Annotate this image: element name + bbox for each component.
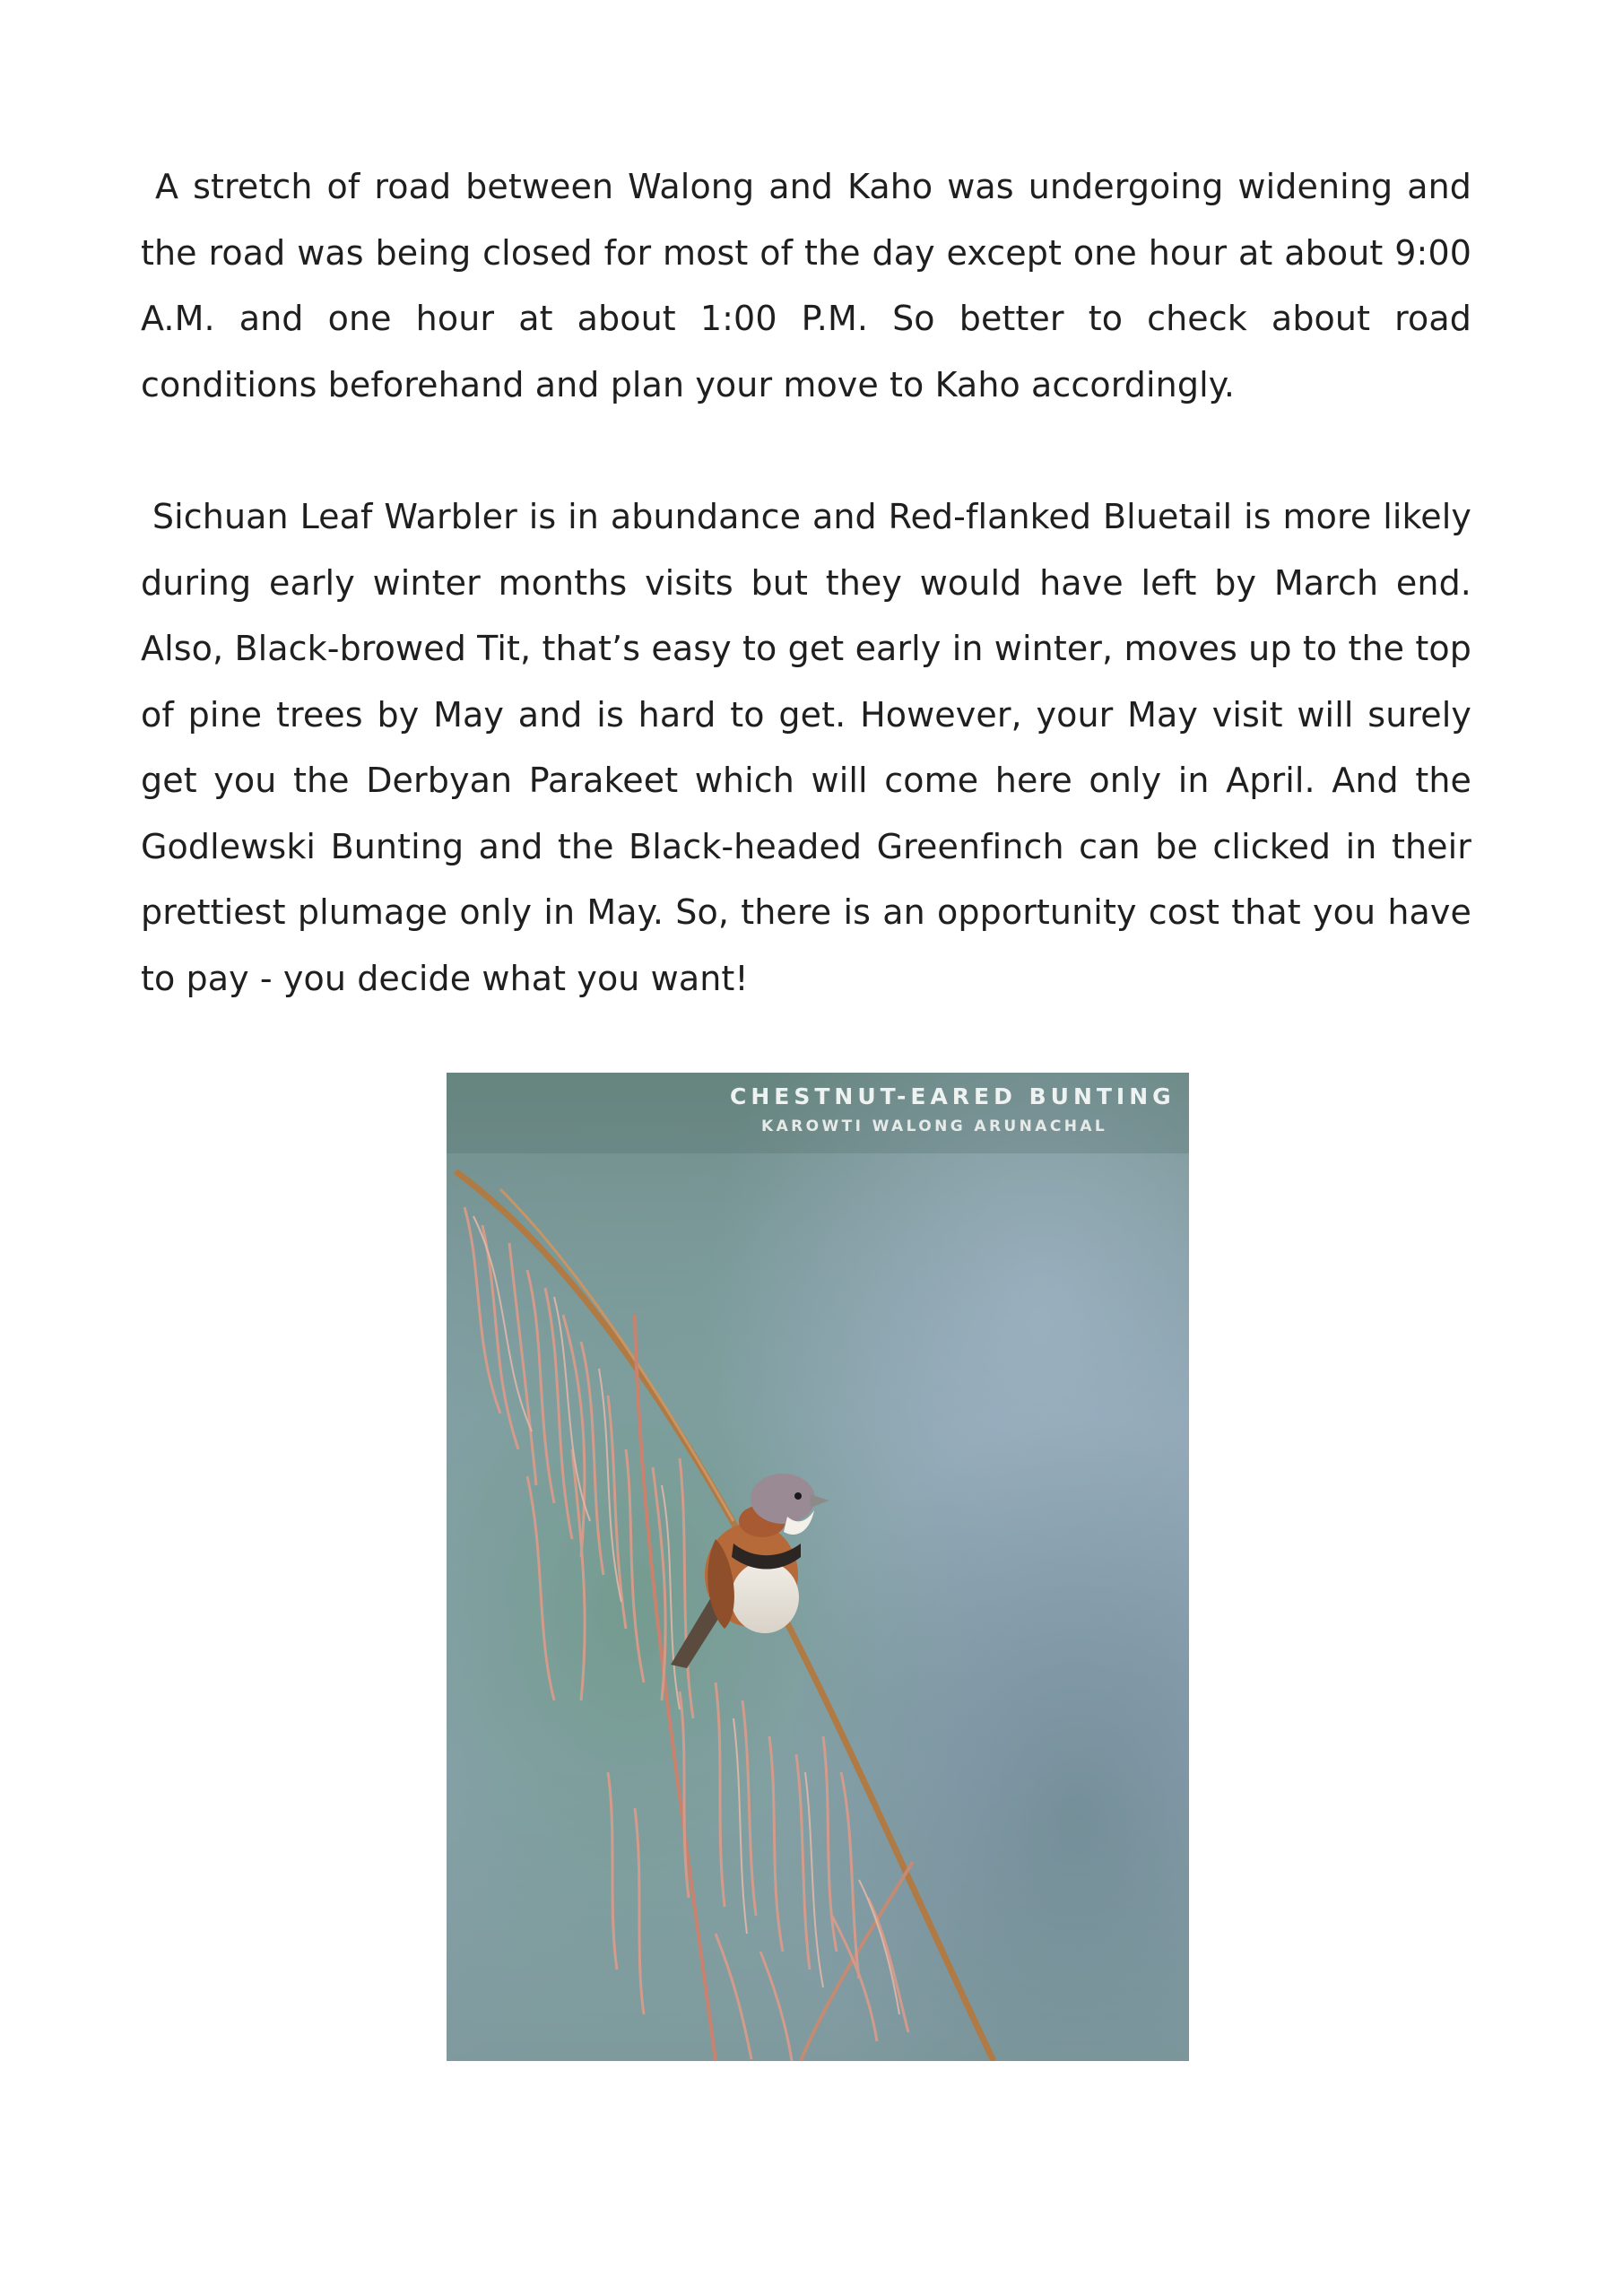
- photo-caption-location: KAROWTI WALONG ARUNACHAL: [761, 1118, 1108, 1135]
- paragraph-road-conditions: A stretch of road between Walong and Kaho was undergoing widening and the road was being closed for most of the day except one hour at about 9:00 A.M. and one hour at about 1:00 P.M. So better to check about road conditions beforehand and plan your move to Kaho accordingly.: [141, 167, 1483, 404]
- paragraph-bird-sightings: Sichuan Leaf Warbler is in abundance and Red-flanked Bluetail is more likely during early winter months visits but they would have left by March end. Also, Black-browed Tit, that’s easy to get early in winter, moves up to the top of pine trees by May and is hard to get. However, your May visit will surely get you the Derbyan Parakeet which will come here only in April. And the Godlewski Bunting and the Black-headed Greenfinch can be clicked in their prettiest plumage only in May. So, there is an opportunity cost that you have to pay - you decide what you want!: [141, 497, 1483, 998]
- photo-caption-title: CHESTNUT-EARED BUNTING: [730, 1083, 1176, 1109]
- photo-caption: [447, 1073, 1189, 1153]
- bird-photo-illustration: [447, 1073, 1189, 2061]
- bird-photo: [447, 1073, 1189, 2061]
